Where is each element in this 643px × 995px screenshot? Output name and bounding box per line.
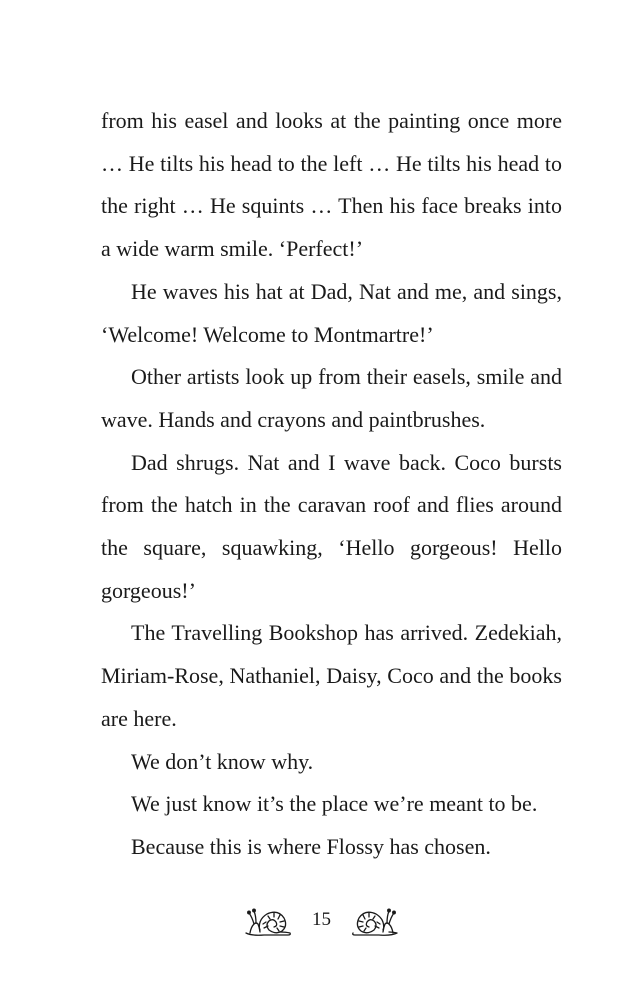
paragraph-4: Dad shrugs. Nat and I wave back. Coco bursts from the hatch in the caravan roof and flies around the square, squawking, ‘Hello gorgeous! Hello gorgeous!’: [101, 449, 562, 603]
snail-icon: [349, 900, 401, 940]
paragraph-7: We just know it’s the place we’re meant to be.: [131, 791, 538, 817]
page-footer: [0, 896, 643, 944]
paragraph-2: He waves his hat at Dad, Nat and me, and sings, ‘Welcome! Welcome to Montmartre!’: [101, 278, 562, 347]
page-body: [101, 100, 562, 869]
paragraph-1: from his easel and looks at the painting once more … He tilts his head to the left … He tilts his head to the right … He squints … Then his face breaks into a wide warm smile. ‘Perfect!’: [101, 108, 562, 262]
paragraph-5: The Travelling Bookshop has arrived. Zedekiah, Miriam-Rose, Nathaniel, Daisy, Coco and the books are here.: [101, 620, 562, 731]
snail-icon: [242, 900, 294, 940]
page-number: 15: [312, 909, 331, 930]
paragraph-6: We don’t know why.: [131, 748, 314, 774]
paragraph-3: Other artists look up from their easels, smile and wave. Hands and crayons and paintbrushes.: [101, 364, 562, 432]
paragraph-8: Because this is where Flossy has chosen.: [131, 833, 491, 859]
